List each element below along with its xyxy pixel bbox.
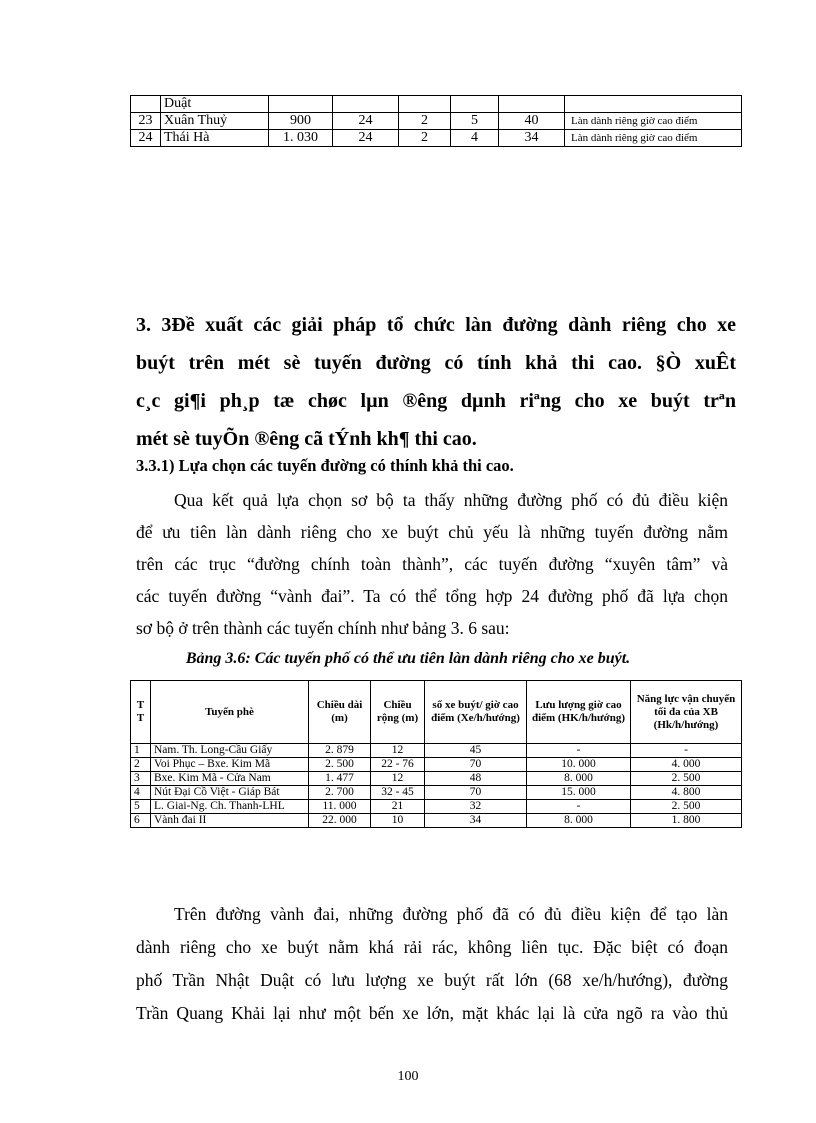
cell-width: 32 - 45	[371, 786, 425, 800]
ring-road-paragraph	[136, 898, 728, 1030]
header-flow: Lưu lượng giờ cao điểm (HK/h/hướng)	[527, 681, 631, 744]
paragraph-line: dành riêng cho xe buýt nằm khá rải rác, không liên tục. Đặc biệt có đoạn	[136, 937, 728, 957]
cell-col4: 4	[451, 130, 499, 147]
paragraph-line: Trên đường vành đai, những đường phố đã có đủ điều kiện để tạo làn	[174, 904, 728, 924]
cell-length: 2. 500	[309, 758, 371, 772]
cell-tt: 2	[131, 758, 151, 772]
cell-capacity: 2. 500	[631, 772, 742, 786]
cell-length	[269, 96, 333, 113]
cell-tt: 4	[131, 786, 151, 800]
intro-paragraph	[136, 484, 728, 644]
cell-flow: -	[527, 800, 631, 814]
paragraph-line: trên các trục “đường chính toàn thành”, các tuyến đường “xuyên tâm” và	[136, 554, 728, 574]
cell-flow: 8. 000	[527, 772, 631, 786]
cell-tt: 6	[131, 814, 151, 828]
cell-col4: 5	[451, 113, 499, 130]
table-row	[131, 96, 742, 113]
cell-route: Nam. Th. Long-Cầu Giấy	[151, 744, 309, 758]
cell-length: 2. 879	[309, 744, 371, 758]
cell-route: Bxe. Kim Mã - Cửa Nam	[151, 772, 309, 786]
cell-length: 1. 477	[309, 772, 371, 786]
continued-routes-table	[130, 95, 742, 147]
header-route: Tuyến phè	[151, 681, 309, 744]
table-row	[131, 786, 742, 800]
cell-buses: 34	[425, 814, 527, 828]
cell-route: Xuân Thuỷ	[161, 113, 269, 130]
cell-length: 11. 000	[309, 800, 371, 814]
page-number: 100	[397, 1069, 419, 1084]
cell-col4	[451, 96, 499, 113]
cell-width: 24	[333, 130, 399, 147]
cell-note: Làn dành riêng giờ cao điểm	[565, 113, 742, 130]
cell-tt: 5	[131, 800, 151, 814]
cell-width: 21	[371, 800, 425, 814]
table-row	[131, 744, 742, 758]
cell-tt: 24	[131, 130, 161, 147]
cell-route: L. Giai-Ng. Ch. Thanh-LHL	[151, 800, 309, 814]
cell-width: 24	[333, 113, 399, 130]
cell-width	[333, 96, 399, 113]
cell-width: 10	[371, 814, 425, 828]
cell-tt: 1	[131, 744, 151, 758]
table-row	[131, 113, 742, 130]
cell-buses: 45	[425, 744, 527, 758]
cell-buses: 48	[425, 772, 527, 786]
table-caption: Bảng 3.6: Các tuyến phố có thể ưu tiên làn dành riêng cho xe buýt.	[185, 650, 631, 667]
cell-route: Voi Phục – Bxe. Kim Mã	[151, 758, 309, 772]
subsection-heading: 3.3.1) Lựa chọn các tuyến đường có thính khả thi cao.	[136, 456, 514, 475]
cell-route: Thái Hà	[161, 130, 269, 147]
paragraph-line: sơ bộ ở trên thành các tuyến chính như bảng 3. 6 sau:	[136, 618, 510, 638]
table-header-row	[131, 681, 742, 744]
table-row	[131, 800, 742, 814]
cell-route: Duật	[161, 96, 269, 113]
cell-col3: 2	[399, 130, 451, 147]
cell-tt: 23	[131, 113, 161, 130]
cell-col5: 34	[499, 130, 565, 147]
cell-length: 2. 700	[309, 786, 371, 800]
cell-col5: 40	[499, 113, 565, 130]
header-width: Chiều rộng (m)	[371, 681, 425, 744]
cell-col5	[499, 96, 565, 113]
cell-capacity: 2. 500	[631, 800, 742, 814]
heading-line: mét sè tuyÕn ®êng cã tÝnh kh¶ thi cao.	[136, 428, 477, 450]
cell-flow: 8. 000	[527, 814, 631, 828]
cell-col3	[399, 96, 451, 113]
header-length: Chiều dài (m)	[309, 681, 371, 744]
cell-capacity: -	[631, 744, 742, 758]
paragraph-line: các tuyến đường “vành đai”. Ta có thể tổng hợp 24 đường phố đã lựa chọn	[136, 586, 728, 606]
cell-capacity: 1. 800	[631, 814, 742, 828]
cell-width: 12	[371, 744, 425, 758]
table-row	[131, 130, 742, 147]
heading-line: 3. 3Đề xuất các giải pháp tổ chức làn đường dành riêng cho xe	[136, 314, 736, 336]
cell-flow: 10. 000	[527, 758, 631, 772]
bus-priority-routes-table	[130, 680, 742, 828]
paragraph-line: Trần Quang Khải lại như một bến xe lớn, mặt khác lại là cửa ngõ ra vào thủ	[136, 1003, 728, 1023]
section-heading	[136, 306, 736, 458]
paragraph-line: Qua kết quả lựa chọn sơ bộ ta thấy những đường phố có đủ điều kiện	[174, 490, 728, 510]
cell-length: 1. 030	[269, 130, 333, 147]
paragraph-line: để ưu tiên làn dành riêng cho xe buýt chủ yếu là những tuyến đường nằm	[136, 522, 728, 542]
cell-width: 22 - 76	[371, 758, 425, 772]
cell-flow: -	[527, 744, 631, 758]
heading-line: c¸c gi¶i ph¸p tæ chøc lµn ®êng dµnh riªng cho xe buýt trªn	[136, 390, 736, 412]
header-capacity: Năng lực vận chuyển tối đa của XB (Hk/h/hướng)	[631, 681, 742, 744]
table-row	[131, 758, 742, 772]
cell-note: Làn dành riêng giờ cao điểm	[565, 130, 742, 147]
cell-tt: 3	[131, 772, 151, 786]
header-buses: số xe buýt/ giờ cao điểm (Xe/h/hướng)	[425, 681, 527, 744]
cell-length: 22. 000	[309, 814, 371, 828]
table-row	[131, 814, 742, 828]
table-row	[131, 772, 742, 786]
cell-col3: 2	[399, 113, 451, 130]
heading-line: buýt trên mét sè tuyến đường có tính khả thi cao. §Ò xuÊt	[136, 352, 736, 374]
cell-note	[565, 96, 742, 113]
cell-buses: 70	[425, 786, 527, 800]
header-tt: T T	[131, 681, 151, 744]
cell-buses: 32	[425, 800, 527, 814]
paragraph-line: phố Trần Nhật Duật có lưu lượng xe buýt rất lớn (68 xe/h/hướng), đường	[136, 970, 728, 990]
cell-tt	[131, 96, 161, 113]
cell-width: 12	[371, 772, 425, 786]
cell-capacity: 4. 000	[631, 758, 742, 772]
cell-capacity: 4. 800	[631, 786, 742, 800]
cell-route: Vành đai II	[151, 814, 309, 828]
cell-route: Nút Đại Cồ Việt - Giáp Bát	[151, 786, 309, 800]
cell-buses: 70	[425, 758, 527, 772]
cell-flow: 15. 000	[527, 786, 631, 800]
cell-length: 900	[269, 113, 333, 130]
